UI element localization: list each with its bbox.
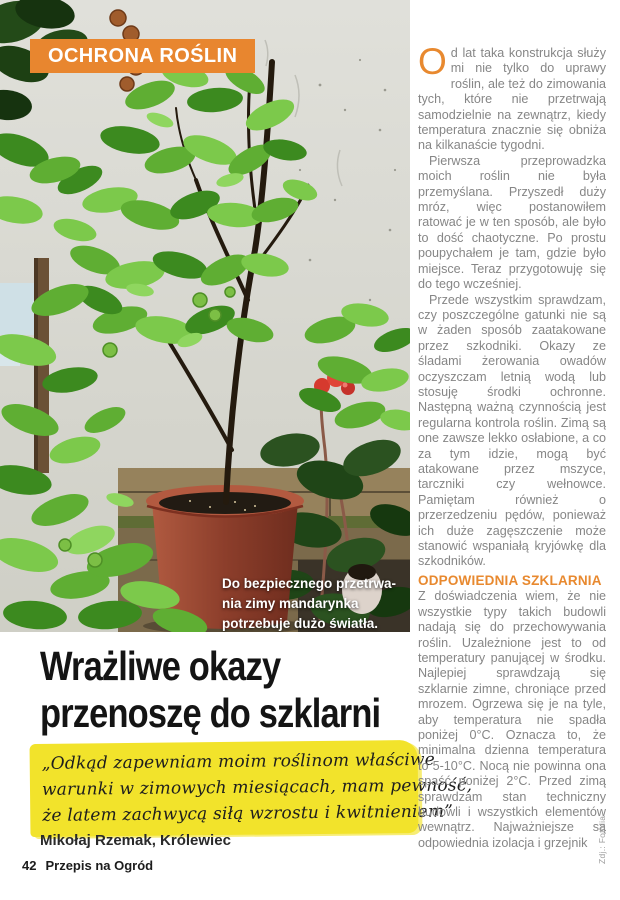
author-line: Mikołaj Rzemak, Królewiec (40, 832, 231, 849)
article-column (418, 46, 606, 858)
section-badge-label: OCHRONA ROŚLIN (48, 45, 238, 67)
section-badge (30, 39, 255, 73)
paragraph-text: d lat taka konstrukcja służy mi nie tylko do uprawy roślin, ale też do zimowania tych, które nie przetrwają samodzielnie na zewnątrz, kiedy temperatura znacznie się obniża na kilkanaście tygodni. (418, 46, 606, 153)
pull-quote-line: warunki w zimowych miesiącach, mam pewność, (41, 775, 473, 800)
paragraph: Pierwsza przeprowadzka moich roślin nie była przemyślana. Przyszedł duży mróz, więc postanowiłem ratować je w ten sposób, ale było to dość chaotyczne. Po prostu poupychałem je tam, gdzie było miejsce. Teraz przygotowuję się do tego wcześniej. (418, 153, 606, 292)
magazine-title: Przepis na Ogród (45, 858, 154, 873)
paragraph: Przede wszystkim sprawdzam, czy poszczególne gatunki nie są w żaden sposób zaatakowane przez szkodniki. Okazy ze śladami żerowania owadów oczyszczam letnią wodą lub stosuję środki ochronne. Następną ważną czynnością jest regularna kontrola roślin. Zimą są one zawsze lekko osłabione, a co za tym idzie, mogą być atakowane przez mszyce, tarczniki czy wełnowce. Pamiętam również o przerzedzeniu pędów, ponieważ ich duże zagęszczenie może stanowić wspaniałą kryjówkę dla szkodników. (418, 292, 606, 569)
headline-line: Wrażliwe okazy (40, 643, 281, 689)
plant-photo (0, 0, 410, 632)
pull-quote-line: że latem zachwycą siłą wzrostu i kwitnieniem” (42, 801, 454, 826)
page-number: 42 (22, 858, 37, 873)
drop-cap: O (418, 46, 447, 82)
photo-caption (222, 574, 402, 632)
section-subheading: ODPOWIEDNIA SZKLARNIA (418, 572, 602, 588)
pull-quote-line: „Odkąd zapewniam moim roślinom właściwe (41, 749, 436, 774)
paragraph (418, 46, 606, 154)
page-footer (22, 858, 153, 873)
photo-caption-line: nia zimy mandarynka (222, 596, 359, 611)
headline-line: przenoszę do szklarni (40, 690, 381, 736)
photo-credit: Zdj.: Fotolia (597, 815, 607, 864)
photo-caption-line: potrzebuje dużo światła. (222, 616, 379, 631)
paragraph: Z doświadczenia wiem, że nie wszystkie typy takich budowli nadają się do przechowywania roślin. Uzależnione jest to od temperatury panującej w środku. Najlepiej sprawdzają się szklarnie zimne, chroniące przed mrozem. Ogrzewa się je na tyle, aby temperatura nie spadła poniżej 0°C. Oznacza to, że minimalna dzienna temperatura to 5-10°C. Nocą nie powinna ona spaść poniżej 2°C. Przed zimą sprawdzam stan techniczny budowli i wszystkich elementów wewnątrz. Najważniejsze są odpowiednia izolacja i grzejnik (418, 589, 606, 850)
article-headline (40, 643, 445, 737)
pull-quote (30, 740, 473, 837)
photo-caption-line: Do bezpiecznego przetrwa- (222, 576, 397, 591)
plant-photo-illustration (0, 0, 410, 632)
